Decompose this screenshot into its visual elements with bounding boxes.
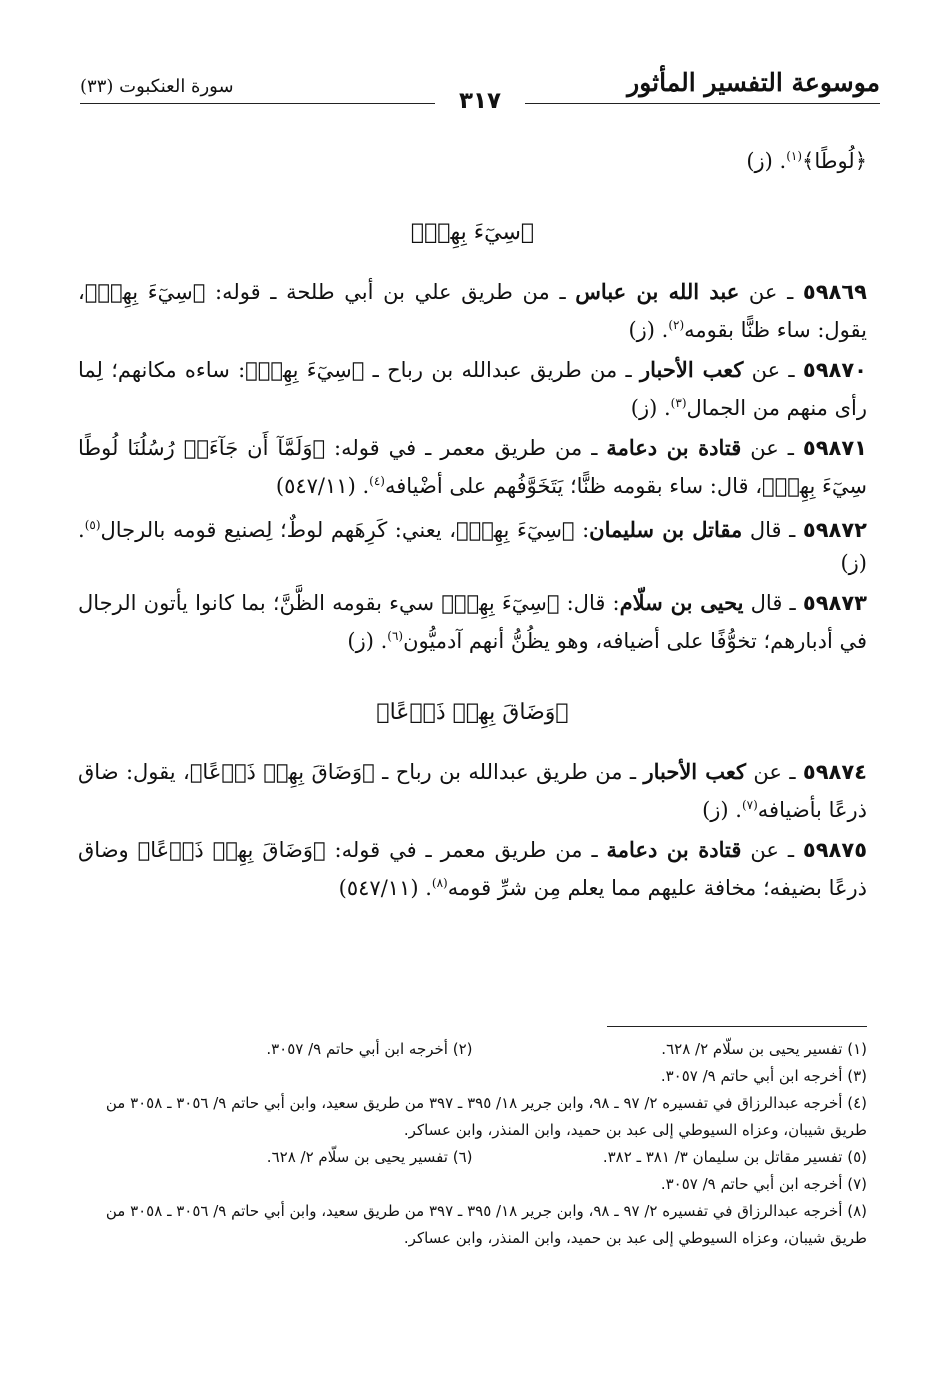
footnote: (٧) أخرجه ابن أبي حاتم ٩/ ٣٠٥٧. xyxy=(660,1175,867,1193)
narrator-name: عبد الله بن عباس xyxy=(575,279,740,304)
intro-line: ﴿لُوطًا﴾$^{(١)}$. (ز) xyxy=(746,149,867,173)
entry-number: ٥٩٨٧٠ xyxy=(802,358,867,382)
entry-text: : ساءه مكانهم؛ لِما رأى منهم من الجمال xyxy=(78,358,867,420)
footnote-ref: (٧) xyxy=(741,798,758,812)
entry-paragraph xyxy=(78,353,867,425)
entry-text: ـ عن xyxy=(743,358,803,382)
footnote: (٣) أخرجه ابن أبي حاتم ٩/ ٣٠٥٧. xyxy=(660,1067,867,1085)
entry-reference: . (٥٤٧/١١) xyxy=(338,876,432,900)
section-heading: ﴿سِيٓءَ بِهِمۡ﴾ xyxy=(410,220,535,245)
narrator-name: يحيى بن سلّام xyxy=(619,590,744,615)
entry-number: ٥٩٨٧٤ xyxy=(802,760,867,784)
entry-text: : قال: xyxy=(559,591,620,615)
footnote: (٢) أخرجه ابن أبي حاتم ٩/ ٣٠٥٧. xyxy=(266,1040,473,1058)
entry-paragraph xyxy=(78,509,867,580)
entry-text: ـ عن xyxy=(739,280,803,304)
quran-quote: ﴿لُوطًا﴾ xyxy=(802,149,867,173)
entry-reference: . (ز) xyxy=(347,629,388,653)
entry-number: ٥٩٨٧١ xyxy=(802,436,867,460)
entry-paragraph xyxy=(78,275,867,347)
footnote: (٨) أخرجه عبدالرزاق في تفسيره ٢/ ٩٧ ـ ٩٨، وابن جرير ١٨/ ٣٩٥ ـ ٣٩٧ من طريق سعيد، وابن أبي حاتم ٩/ ٣٠٥٦ ـ ٣٠٥٨ من طريق شيبان، وعزاه السيوطي إلى عبد بن حميد، وابن المنذر، وابن عساكر. xyxy=(105,1202,867,1247)
entry-text: ـ من طريق معمر ـ في قوله: xyxy=(325,436,607,460)
quran-quote: ﴿وَلَمَّآ أَن جَآءَتۡ رُسُلُنَا لُوطًا سِيٓءَ بِهِمۡ﴾ xyxy=(78,436,867,498)
surah-title: سورة العنكبوت (٣٣) xyxy=(80,76,234,97)
footnote-ref: (٨) xyxy=(431,876,448,890)
footnote-ref: (٣) xyxy=(670,396,687,410)
entry-text: ـ من طريق معمر ـ في قوله: xyxy=(325,838,607,862)
entry-number: ٥٩٨٦٩ xyxy=(802,280,867,304)
narrator-name: كعب الأحبار xyxy=(643,759,746,784)
footnote: (٥) تفسير مقاتل بن سليمان ٣/ ٣٨١ ـ ٣٨٢. xyxy=(602,1148,867,1166)
entry-reference: . (ز) xyxy=(702,798,742,822)
entry-text: ـ من طريق عبدالله بن رباح ـ xyxy=(374,760,644,784)
entry-text: وضاق ذرعًا بضيفه؛ مخافة عليهم مما يعلم مِن شرِّ قومه xyxy=(78,838,867,900)
entry-number: ٥٩٨٧٢ xyxy=(802,518,867,542)
footnotes xyxy=(78,1036,867,1252)
entry-text: ، يقول: ضاق ذرعًا بأضيافه xyxy=(78,760,867,822)
footnote: (٤) أخرجه عبدالرزاق في تفسيره ٢/ ٩٧ ـ ٩٨، وابن جرير ١٨/ ٣٩٥ ـ ٣٩٧ من طريق سعيد، وابن أبي حاتم ٩/ ٣٠٥٦ ـ ٣٠٥٨ من طريق شيبان، وعزاه السيوطي إلى عبد بن حميد، وابن المنذر، وابن عساكر. xyxy=(105,1094,867,1139)
entry-paragraph xyxy=(78,586,867,658)
entry-number: ٥٩٨٧٥ xyxy=(802,838,868,862)
entry-text: ـ قال xyxy=(743,591,803,615)
entry-text: ـ عن xyxy=(741,436,803,460)
footnote-ref: (٦) xyxy=(387,629,404,643)
entry-number: ٥٩٨٧٣ xyxy=(802,591,867,615)
footnote-divider xyxy=(607,1026,867,1027)
quran-quote: ﴿سِيٓءَ بِهِمۡ﴾ xyxy=(245,358,365,382)
footnote: (٦) تفسير يحيى بن سلّام ٢/ ٦٢٨. xyxy=(266,1148,473,1166)
quran-quote: ﴿وَضَاقَ بِهِمۡ ذَرۡعًا﴾ xyxy=(189,760,375,784)
entry-text: ـ عن xyxy=(745,760,803,784)
footnote: (١) تفسير يحيى بن سلّام ٢/ ٦٢٨. xyxy=(661,1040,867,1058)
entry-text: ـ من طريق علي بن أبي طلحة ـ قوله: xyxy=(205,280,576,304)
entry-paragraph xyxy=(78,755,867,827)
entries-section-1 xyxy=(78,275,867,658)
main-text xyxy=(78,140,867,911)
entries-section-2 xyxy=(78,755,867,905)
page-header xyxy=(80,56,880,126)
quran-quote: ﴿سِيٓءَ بِهِمۡ﴾ xyxy=(84,280,206,304)
entry-text: ، يقول: ساء ظنًّا بقومه xyxy=(78,280,867,342)
entry-paragraph xyxy=(78,833,867,905)
entry-text: سيء بقومه الظَّنَّ؛ بما كانوا يأتون الرجال في أدبارهم؛ تخوُّفًا على أضيافه، وهو يظُنُّ أنهم آدميُّون xyxy=(78,591,867,653)
footnote-ref: (٤) xyxy=(369,474,385,488)
page-number: ٣١٧ xyxy=(458,88,502,114)
narrator-name: قتادة بن دعامة xyxy=(606,435,742,460)
entry-text: ـ عن xyxy=(741,838,803,862)
footnote-ref: (١) xyxy=(786,149,803,163)
entry-text: ـ من طريق عبدالله بن رباح ـ xyxy=(364,358,640,382)
quran-quote: ﴿وَضَاقَ بِهِمۡ ذَرۡعًا﴾ xyxy=(137,838,326,862)
section-heading: ﴿وَضَاقَ بِهِمۡ ذَرۡعًا﴾ xyxy=(376,700,569,725)
entry-reference: . (ز) xyxy=(630,396,671,420)
footnote-ref: (٢) xyxy=(668,318,685,332)
entry-reference: . (ز) xyxy=(628,318,669,342)
book-title: موسوعة التفسير المأثور xyxy=(627,68,880,97)
entry-paragraph xyxy=(78,431,867,503)
entry-text: ، يعني: كَرِهَهم لوطٌ؛ لِصنيع قومه بالرجال xyxy=(100,518,457,542)
narrator-name: قتادة بن دعامة xyxy=(606,837,742,862)
page-number-box xyxy=(435,88,525,118)
quran-quote: ﴿سِيٓءَ بِهِمۡ﴾ xyxy=(456,518,575,542)
quran-quote: ﴿سِيٓءَ بِهِمۡ﴾ xyxy=(441,591,560,615)
entry-text: : xyxy=(574,518,590,542)
footnote-row xyxy=(78,1036,867,1063)
entry-text: ، قال: ساء بقومه ظنًّا؛ يَتَخَوَّفُهم على أضْيافه xyxy=(384,474,763,498)
narrator-name: كعب الأحبار xyxy=(640,357,744,382)
narrator-name: مقاتل بن سليمان xyxy=(589,517,743,542)
entry-reference: . (ز) xyxy=(78,518,867,575)
entry-text: ـ قال xyxy=(742,518,803,542)
footnote-ref: (٥) xyxy=(84,518,101,532)
entry-reference: . (٥٤٧/١١) xyxy=(275,474,370,498)
footnote-row xyxy=(78,1144,867,1171)
